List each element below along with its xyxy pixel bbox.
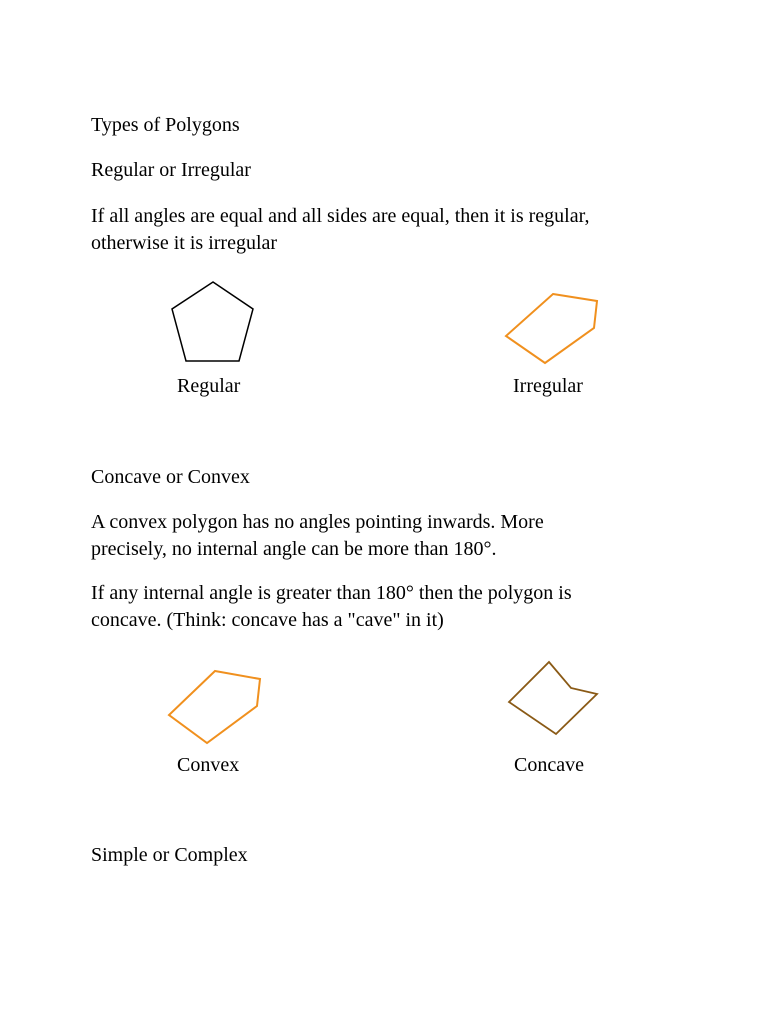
regular-definition-line-2: otherwise it is irregular — [91, 232, 278, 254]
convex-definition-line-2: precisely, no internal angle can be more than 180°. — [91, 538, 497, 560]
regular-pentagon-outline — [172, 282, 253, 361]
section-heading-simple-complex: Simple or Complex — [91, 844, 248, 866]
concave-definition-line-2: concave. (Think: concave has a "cave" in it) — [91, 609, 444, 631]
caption-convex: Convex — [177, 754, 240, 776]
caption-concave: Concave — [514, 754, 584, 776]
concave-definition-line-1: If any internal angle is greater than 180° then the polygon is — [91, 582, 572, 604]
regular-pentagon-icon — [164, 276, 264, 368]
irregular-polygon-icon — [500, 288, 604, 368]
convex-definition-line-1: A convex polygon has no angles pointing inwards. More — [91, 511, 544, 533]
section-heading-regular-irregular: Regular or Irregular — [91, 159, 251, 181]
concave-polygon-icon — [504, 656, 604, 740]
caption-irregular: Irregular — [513, 375, 583, 397]
irregular-polygon-outline — [506, 294, 597, 363]
regular-definition-line-1: If all angles are equal and all sides are equal, then it is regular, — [91, 205, 590, 227]
convex-polygon-icon — [163, 665, 267, 747]
caption-regular: Regular — [177, 375, 241, 397]
concave-polygon-outline — [509, 662, 597, 734]
convex-polygon-outline — [169, 671, 260, 743]
document-title: Types of Polygons — [91, 114, 240, 136]
section-heading-concave-convex: Concave or Convex — [91, 466, 250, 488]
